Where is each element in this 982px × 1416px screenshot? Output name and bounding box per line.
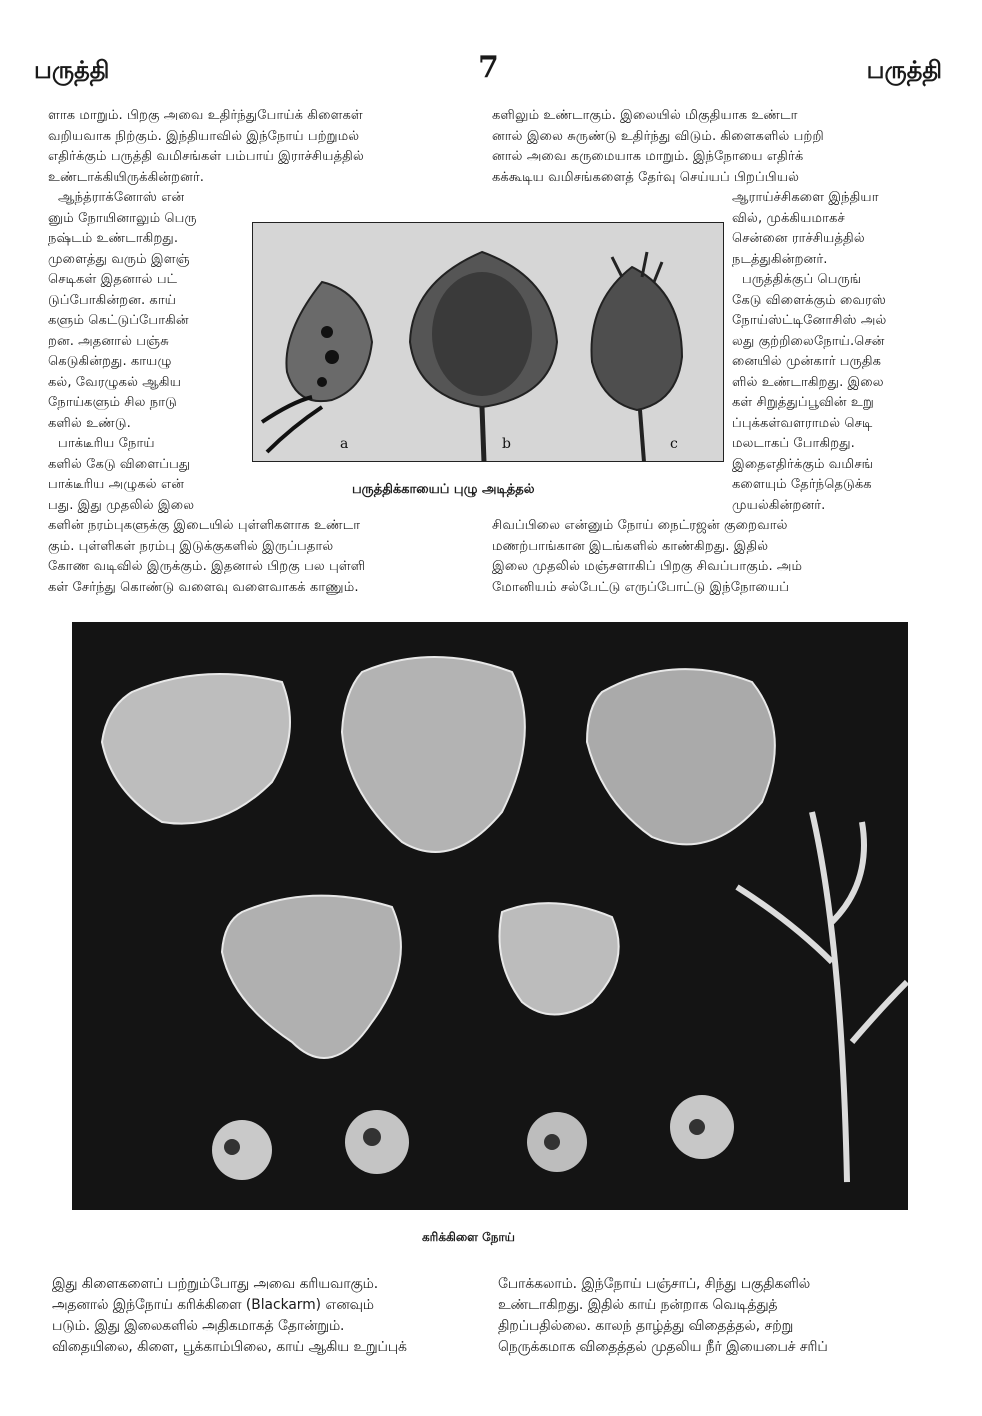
- footer-right-text: [498, 1274, 930, 1358]
- text-line: வில், முக்கியமாகச்: [732, 210, 845, 226]
- text-line: இலை முதலில் மஞ்சளாகிப் பிறகு சிவப்பாகும். அம்: [492, 559, 803, 574]
- left-column-narrow-text: [48, 188, 248, 516]
- text-line: ளாக மாறும். பிறகு அவை உதிர்ந்துபோய்க் கிளைகள்: [48, 108, 363, 123]
- text-line: மலடாகப் போகிறது.: [732, 436, 855, 451]
- text-line: களில் உண்டு.: [48, 415, 131, 431]
- text-line: திறப்பதில்லை. காலந் தாழ்த்து விதைத்தல், சற்று: [498, 1318, 794, 1334]
- boll-label-a: a: [340, 436, 349, 452]
- text-line: நஷ்டம் உண்டாகிறது.: [48, 231, 179, 246]
- text-line: முளைத்து வரும் இளஞ்: [48, 251, 190, 267]
- text-line: உண்டாகிறது. இதில் காய் நன்றாக வெடித்துத்: [498, 1297, 778, 1313]
- text-line: களில் கேடு விளைப்பது: [48, 456, 191, 472]
- text-line: நடத்துகின்றனர்.: [732, 251, 828, 267]
- figure2-caption: கரிக்கிளை நோய்: [422, 1230, 515, 1244]
- text-line: நோய்ஸ்ட்டினோசிஸ் அல்: [732, 313, 887, 328]
- text-line: செடிகள் இதனால் பட்: [48, 272, 178, 287]
- text-line: மோனியம் சல்பேட்டு எருப்போட்டு இந்நோயைப்: [492, 579, 790, 595]
- text-line: சிவப்பிலை என்னும் நோய் நைட்ரஜன் குறைவால்: [492, 518, 788, 533]
- boll-1: [212, 1120, 272, 1180]
- boll-photo: [252, 222, 724, 462]
- text-line: அதனால் இந்நோய் கரிக்கிளை (Blackarm) எனவும்: [52, 1297, 374, 1313]
- text-line: பது. இது முதலில் இலை: [48, 497, 195, 513]
- text-line: கும். புள்ளிகள் நரம்பு இடுக்குகளில் இருப்பதால்: [48, 538, 334, 554]
- text-line: கெடுகின்றது. காயழு: [48, 354, 172, 369]
- page-number: 7: [478, 50, 499, 85]
- text-line: னால் இலை சுருண்டு உதிர்ந்து விடும். கிளைகளில் பற்றி: [492, 128, 824, 144]
- footer-left-text: [52, 1274, 482, 1358]
- text-line: களிலும் உண்டாகும். இலையில் மிகுதியாக உண்டா: [492, 108, 798, 123]
- boll-illustration: [252, 222, 724, 462]
- text-line: றன. அதனால் பஞ்சு: [48, 333, 169, 349]
- text-line: களின் நரம்புகளுக்கு இடையில் புள்ளிகளாக உண்டா: [48, 518, 361, 533]
- text-line: இதைஎதிர்க்கும் வமிசங்: [732, 456, 874, 472]
- left-column-bottom-text: [48, 516, 478, 598]
- text-line: னையில் முன்கார் பருதிக: [732, 354, 882, 369]
- text-line: போக்கலாம். இந்நோய் பஞ்சாப், சிந்து பகுதிகளில்: [498, 1276, 811, 1292]
- right-column-narrow-text: [732, 188, 932, 516]
- text-line: பாக்டீரிய அழுகல் என்: [48, 477, 185, 492]
- text-line: களும் கெட்டுப்போகின்: [48, 313, 189, 328]
- text-line: கள் சிறுத்துப்பூவின் உறு: [732, 395, 874, 410]
- text-line: வறியவாக நிற்கும். இந்தியாவில் இந்நோய் பற்றுமல்: [48, 128, 360, 144]
- right-column-top-text: [492, 106, 932, 188]
- blackarm-photo: [72, 622, 908, 1210]
- left-column-top-text: [48, 106, 478, 188]
- text-line: கள் சேர்ந்து கொண்டு வளைவு வளைவாகக் காணும்.: [48, 579, 359, 595]
- running-head-right: பருத்தி: [866, 56, 942, 84]
- text-line: ளில் உண்டாகிறது. இலை: [732, 374, 884, 390]
- text-line: களையும் தேர்ந்தெடுக்க: [732, 477, 872, 492]
- text-line: முயல்கின்றனர்.: [732, 497, 826, 513]
- text-line: நோய்களும் சில நாடு: [48, 395, 177, 410]
- blackarm-illustration: [72, 622, 908, 1210]
- text-line: கோண வடிவில் இருக்கும். இதனால் பிறகு பல புள்ளி: [48, 559, 366, 574]
- text-line: கக்கூடிய வமிசங்களைத் தேர்வு செய்யப் பிறப்பியல்: [492, 169, 800, 185]
- text-line: பருத்திக்குப் பெருங்: [742, 272, 862, 287]
- text-line: ப்புக்கள்வளராமல் செடி: [732, 415, 873, 431]
- text-line: ஆராய்ச்சிகளை இந்தியா: [732, 190, 879, 205]
- text-line: படும். இது இலைகளில் அதிகமாகத் தோன்றும்.: [52, 1318, 345, 1334]
- text-line: ஆந்த்ராக்னோஸ் என்: [58, 190, 185, 205]
- text-line: னும் நோயினாலும் பெரு: [48, 210, 197, 226]
- text-line: பாக்டீரிய நோய்: [58, 436, 155, 451]
- boll-label-b: b: [502, 436, 511, 452]
- text-line: சென்னை ராச்சியத்தில்: [732, 231, 865, 246]
- text-line: உண்டாக்கியிருக்கின்றனர்.: [48, 169, 205, 185]
- text-line: கல், வேரழுகல் ஆகிய: [48, 374, 182, 390]
- text-line: லது குற்றிலைநோய்.சென்: [732, 333, 885, 349]
- boll-label-c: c: [670, 436, 678, 452]
- text-line: டுப்போகின்றன. காய்: [48, 292, 177, 308]
- text-line: மணற்பாங்கான இடங்களில் காண்கிறது. இதில்: [492, 538, 769, 554]
- right-column-bottom-text: [492, 516, 932, 598]
- figure1-caption: பருத்திக்காயைப் புழு அடித்தல்: [352, 482, 535, 497]
- text-line: னால் அவை கருமையாக மாறும். இந்நோயை எதிர்க்: [492, 149, 804, 164]
- running-head-left: பருத்தி: [34, 56, 110, 84]
- text-line: நெருக்கமாக விதைத்தல் முதலிய நீர் இயைபைச் சரிப்: [498, 1339, 828, 1355]
- text-line: எதிர்க்கும் பருத்தி வமிசங்கள் பம்பாய் இராச்சியத்தில்: [48, 149, 364, 164]
- text-line: இது கிளைகளைப் பற்றும்போது அவை கரியவாகும்.: [52, 1276, 379, 1292]
- text-line: விதையிலை, கிளை, பூக்காம்பிலை, காய் ஆகிய உறுப்புக்: [52, 1339, 407, 1355]
- text-line: கேடு விளைக்கும் வைரஸ்: [732, 292, 887, 308]
